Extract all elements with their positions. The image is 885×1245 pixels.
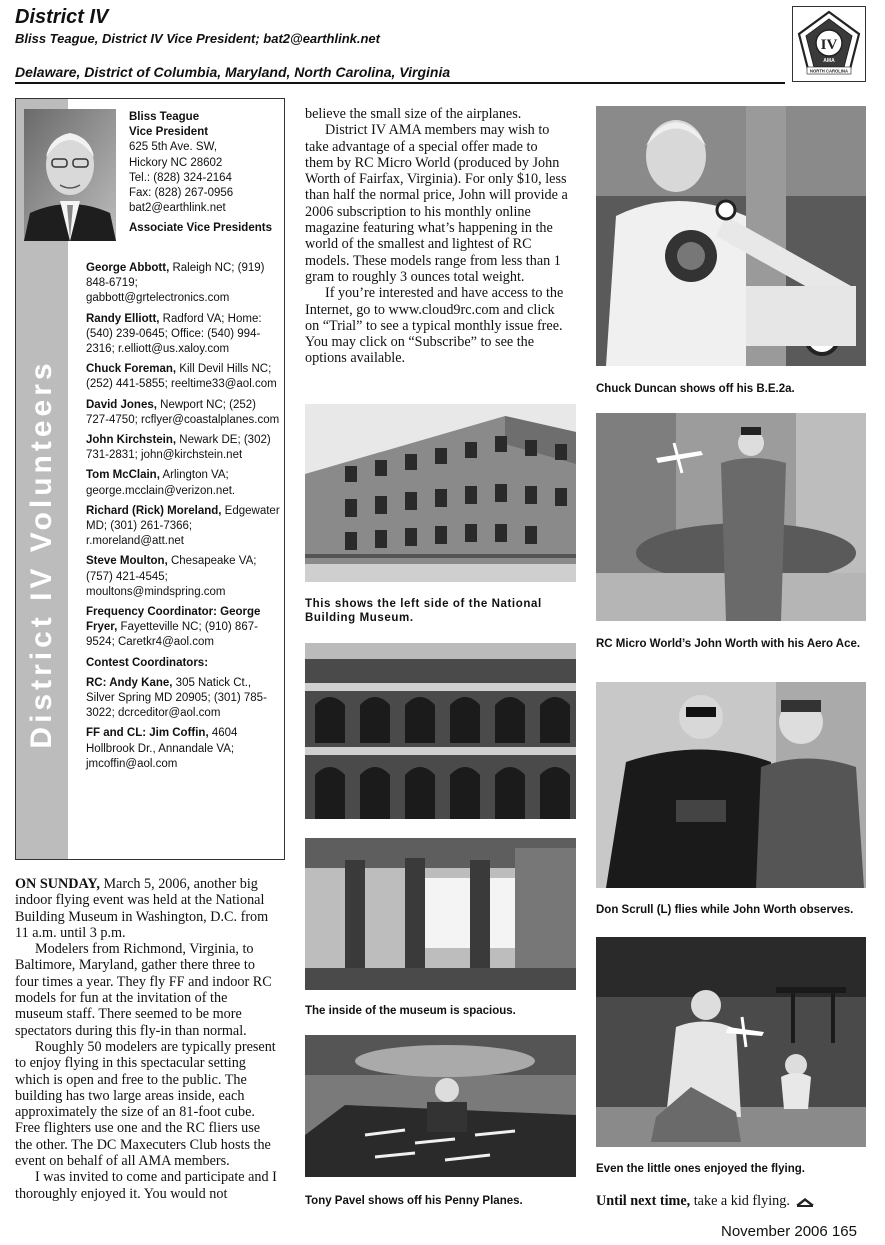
chuck-duncan-photo <box>596 106 866 366</box>
article-column-2 <box>305 106 569 367</box>
museum-interior-photo <box>305 838 576 990</box>
bliss-teague-photo <box>24 109 116 241</box>
logo-label-top: AMA <box>823 58 835 64</box>
logo-label-bottom: NORTH CAROLINA <box>809 68 849 74</box>
caption-inside: The inside of the museum is spacious. <box>305 1005 516 1017</box>
volunteer-info: Fayetteville NC; (910) 867-9524; Caretkr4@aol.com <box>86 621 258 649</box>
volunteer-name: FF and CL: Jim Coffin, <box>86 727 209 740</box>
closing-bold: Until next time, <box>596 1193 691 1209</box>
volunteer-entry <box>86 312 282 358</box>
volunteer-entry <box>86 468 282 498</box>
closing-text: take a kid flying. <box>690 1193 790 1209</box>
kids-flying-photo <box>596 937 866 1147</box>
vp-fax-line: Fax: (828) 267-0956 <box>129 187 234 200</box>
volunteer-info: Arlington VA; george.mcclain@verizon.net. <box>86 469 236 497</box>
sidebar-vertical-title: District IV Volunteers <box>25 359 58 749</box>
don-scrull-photo <box>596 682 866 888</box>
volunteer-name: Randy Elliott, <box>86 312 160 325</box>
volunteer-entry <box>86 433 282 463</box>
vp-contact <box>129 110 279 216</box>
logo-numeral: IV <box>820 37 838 53</box>
caption-worth: RC Micro World’s John Worth with his Aero Ace. <box>596 638 861 650</box>
district-states: Delaware, District of Columbia, Maryland, North Carolina, Virginia <box>15 64 451 80</box>
volunteer-name: John Kirchstein, <box>86 434 177 447</box>
volunteer-name: RC: Andy Kane, <box>86 676 173 689</box>
article-paragraph: District IV AMA members may wish to take advantage of a special offer made to them by RC Micro World (produced by John Worth of Fairfax, Virginia). For only $10, less than half the normal price, John will provide a 2006 subscription to his monthly online magazine featuring what’s happening in the world of the smallest and lightest of RC models. These models range from less than 1 gram to roughly 3 ounces total weight. <box>305 122 568 285</box>
volunteer-info: Raleigh NC; (919) 848-6719; gabbott@grtelectronics.com <box>86 262 265 305</box>
volunteer-entry <box>86 554 282 600</box>
associate-vp-heading: Associate Vice Presidents <box>129 222 272 234</box>
volunteer-entry <box>86 504 282 550</box>
header-rule <box>15 82 785 84</box>
vp-address-line: 625 5th Ave. SW, <box>129 141 218 154</box>
article-paragraph: Modelers from Richmond, Virginia, to Baltimore, Maryland, gather there three to four times a year. They fly FF and indoor RC models for fun at the invitation of the museum staff. There seemed to be more spectators during this fly-in than normal. <box>15 941 272 1039</box>
volunteer-name: David Jones, <box>86 398 157 411</box>
page-folio: November 2006 165 <box>721 1223 857 1240</box>
volunteer-name: Tom McClain, <box>86 469 160 482</box>
closing-line <box>596 1193 815 1210</box>
article-paragraph: Roughly 50 modelers are typically present to enjoy flying in this spectacular setting which is open and free to the public. The building has two large areas inside, each approximately the size of an 81-foot cube. Free flighters use one and the RC fliers use the other. The DC Maxecuters Club hosts the event on behalf of all AMA members. <box>15 1038 276 1170</box>
vp-name: Bliss Teague <box>129 111 200 123</box>
caption-scrull: Don Scrull (L) flies while John Worth observes. <box>596 904 854 916</box>
volunteer-name: Contest Coordinators: <box>86 656 209 669</box>
article-text: March 5, 2006, another big indoor flying event was held at the National Building Museum in Washington, D.C. from 11 a.m. until 3 p.m. <box>15 876 269 941</box>
volunteer-name: Richard (Rick) Moreland, <box>86 504 222 517</box>
caption-kids: Even the little ones enjoyed the flying. <box>596 1163 805 1175</box>
article-lead: ON SUNDAY, <box>15 876 100 892</box>
volunteer-entry <box>86 398 282 428</box>
volunteer-entry <box>86 362 282 392</box>
volunteer-name: Frequency Coordinator: George Fryer, <box>86 606 261 634</box>
vice-president-line: Bliss Teague, District IV Vice President; bat2@earthlink.net <box>15 31 380 46</box>
volunteer-info: Radford VA; Home: (540) 239-0645; Office: (540) 994-2316; r.elliott@us.xaloy.com <box>86 312 262 356</box>
volunteer-entry <box>86 726 282 772</box>
vp-tel-line: Tel.: (828) 324-2164 <box>129 171 232 184</box>
district-seal-icon <box>793 7 865 81</box>
vp-email-line: bat2@earthlink.net <box>129 202 226 215</box>
article-paragraph <box>15 876 277 941</box>
volunteer-entry <box>86 261 282 307</box>
vp-title: Vice President <box>129 126 209 139</box>
article-column-1 <box>15 876 277 1202</box>
district-logo <box>792 6 866 82</box>
museum-exterior-photo <box>305 404 576 582</box>
caption-pavel: Tony Pavel shows off his Penny Planes. <box>305 1195 523 1207</box>
john-worth-photo <box>596 413 866 621</box>
ama-logo-icon <box>795 1196 815 1208</box>
article-paragraph: believe the small size of the airplanes. <box>305 106 522 122</box>
volunteer-name: George Abbott, <box>86 262 170 274</box>
page-title: District IV <box>15 6 109 28</box>
volunteer-name: Steve Moulton, <box>86 555 168 568</box>
volunteer-entry <box>86 676 282 722</box>
volunteer-info: 4604 Hollbrook Dr., Annandale VA; jmcoffin@aol.com <box>86 727 238 770</box>
volunteer-info: Chesapeake VA; (757) 421-4545; moultons@mindspring.com <box>86 555 257 598</box>
caption-museum-left: This shows the left side of the National Building Museum. <box>305 598 542 624</box>
volunteer-entry <box>86 656 282 671</box>
volunteers-sidebar <box>15 98 285 860</box>
vp-city-line: Hickory NC 28602 <box>129 156 223 169</box>
article-paragraph: If you’re interested and have access to the Internet, go to www.cloud9rc.com and click on “Trial” to see a typical monthly issue free. You may click on “Subscribe” to see the options available. <box>305 285 564 367</box>
tony-pavel-photo <box>305 1035 576 1177</box>
volunteer-info: Edgewater MD; (301) 261-7366; r.moreland@att.net <box>86 504 280 548</box>
caption-duncan: Chuck Duncan shows off his B.E.2a. <box>596 383 795 395</box>
volunteer-info: Newport NC; (252) 727-4750; rcflyer@coastalplanes.com <box>86 398 280 426</box>
article-paragraph: I was invited to come and participate and I thoroughly enjoyed it. You would not <box>15 1169 277 1202</box>
volunteer-name: Chuck Foreman, <box>86 363 177 376</box>
volunteer-list <box>86 261 282 777</box>
museum-arcade-photo <box>305 643 576 819</box>
volunteer-info: 305 Natick Ct., Silver Spring MD 20905; (301) 785-3022; dcrceditor@aol.com <box>86 676 267 720</box>
volunteer-entry <box>86 605 282 651</box>
volunteer-info: Kill Devil Hills NC; (252) 441-5855; reeltime33@aol.com <box>86 363 277 391</box>
volunteer-info: Newark DE; (302) 731-2831; john@kirchstein.net <box>86 434 271 462</box>
